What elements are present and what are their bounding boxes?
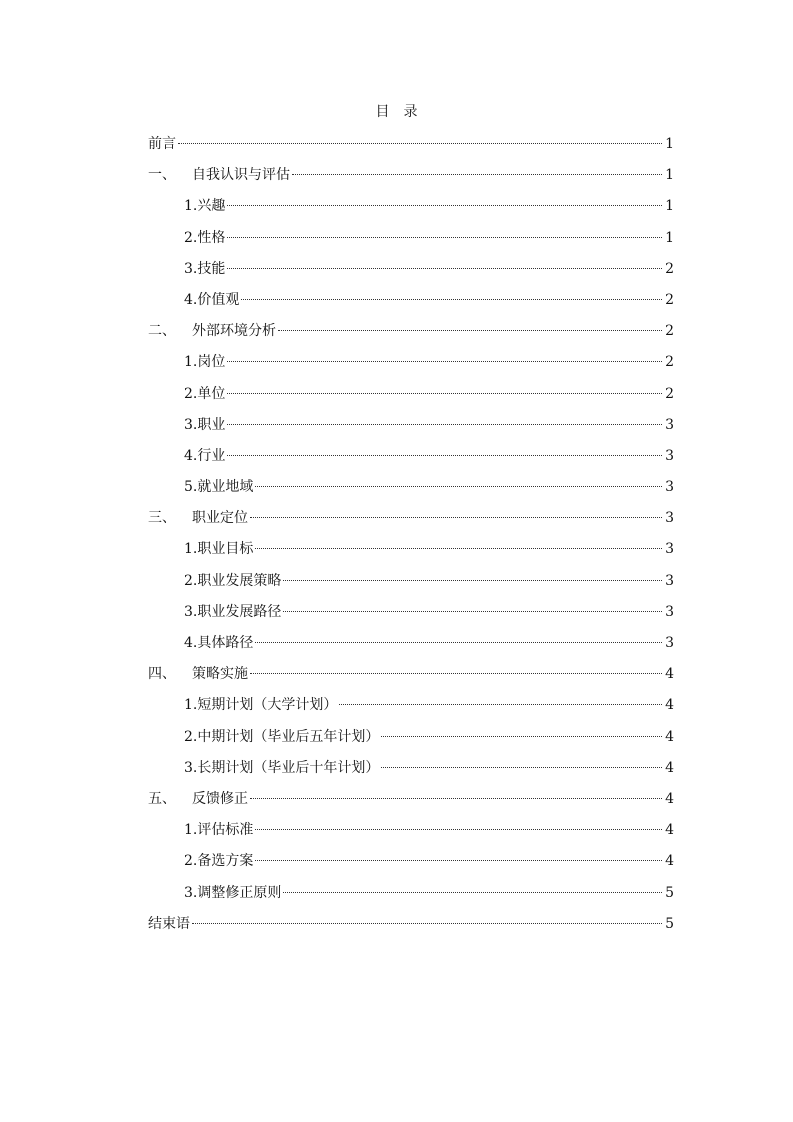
toc-entry[interactable] (148, 724, 674, 755)
toc-entry-label (184, 287, 239, 313)
toc-entry-label (148, 162, 290, 188)
toc-entry[interactable] (148, 755, 674, 786)
toc-page-number: 3 (665, 510, 674, 527)
dot-leader (227, 424, 662, 425)
toc-page-number: 3 (665, 447, 674, 464)
toc-entry-text: 3.调整修正原则 (184, 884, 282, 901)
toc-entry-number: 三、 (148, 510, 176, 527)
toc-entry-label (184, 225, 225, 251)
toc-page-number: 2 (665, 291, 674, 308)
toc-entry-label (148, 661, 248, 687)
toc-entry-label (184, 474, 253, 500)
toc-entry-label (184, 536, 253, 562)
toc-entry-text: 3.职业 (184, 416, 226, 433)
toc-entry-label (148, 505, 248, 531)
toc-entry-label (184, 755, 379, 781)
toc-entry-text: 1.职业目标 (184, 541, 254, 558)
toc-entry-label (148, 131, 176, 157)
dot-leader (250, 517, 662, 518)
toc-entry-text: 2.备选方案 (184, 853, 254, 870)
dot-leader (283, 580, 662, 581)
toc-page-number: 2 (665, 385, 674, 402)
toc-entry-text: 1.评估标准 (184, 822, 254, 839)
toc-entry-label (148, 911, 190, 937)
dot-leader (241, 299, 662, 300)
toc-page-number: 3 (665, 479, 674, 496)
toc-page-number: 4 (665, 697, 674, 714)
toc-entry[interactable] (148, 443, 674, 474)
toc-page-number: 2 (665, 354, 674, 371)
dot-leader (255, 860, 662, 861)
dot-leader (381, 736, 662, 737)
table-of-contents (148, 131, 674, 942)
toc-page-number: 3 (665, 416, 674, 433)
dot-leader (255, 642, 662, 643)
toc-entry[interactable] (148, 911, 674, 942)
toc-entry-label (148, 786, 248, 812)
toc-entry[interactable] (148, 193, 674, 224)
toc-entry-text: 4.价值观 (184, 291, 240, 308)
toc-entry-label (184, 880, 281, 906)
dot-leader (381, 767, 662, 768)
toc-entry-label (184, 193, 225, 219)
toc-entry-text: 前言 (148, 136, 176, 152)
toc-entry[interactable] (148, 568, 674, 599)
toc-entry-text: 结束语 (148, 915, 190, 932)
toc-entry[interactable] (148, 692, 674, 723)
toc-entry[interactable] (148, 162, 674, 193)
toc-entry-text: 3.技能 (184, 260, 226, 277)
dot-leader (227, 361, 662, 362)
toc-entry-text: 4.具体路径 (184, 635, 254, 651)
toc-entry-label (184, 412, 225, 438)
toc-entry[interactable] (148, 630, 674, 661)
toc-entry-text: 2.职业发展策略 (184, 572, 282, 589)
toc-entry-number: 五、 (148, 790, 176, 807)
toc-entry-text: 外部环境分析 (192, 323, 276, 340)
toc-entry-text: 1.岗位 (184, 354, 226, 371)
dot-leader (227, 205, 662, 206)
dot-leader (250, 798, 662, 799)
toc-entry[interactable] (148, 817, 674, 848)
toc-entry-label (184, 724, 379, 750)
toc-entry-label (184, 349, 225, 375)
toc-page-number: 1 (665, 167, 674, 184)
toc-page-number: 5 (665, 915, 674, 932)
toc-entry[interactable] (148, 412, 674, 443)
toc-entry[interactable] (148, 256, 674, 287)
toc-entry[interactable] (148, 880, 674, 911)
toc-entry-number: 四、 (148, 666, 176, 683)
toc-entry[interactable] (148, 599, 674, 630)
toc-entry[interactable] (148, 287, 674, 318)
toc-entry[interactable] (148, 318, 674, 349)
toc-page-number: 4 (665, 728, 674, 745)
toc-entry-text: 5.就业地域 (184, 479, 254, 496)
dot-leader (250, 673, 662, 674)
toc-entry-text: 职业定位 (192, 510, 248, 527)
toc-entry[interactable] (148, 381, 674, 412)
toc-entry-text: 3.职业发展路径 (184, 603, 282, 620)
toc-entry[interactable] (148, 661, 674, 692)
toc-page-number: 4 (665, 759, 674, 776)
dot-leader (283, 611, 662, 612)
toc-entry[interactable] (148, 536, 674, 567)
toc-entry[interactable] (148, 225, 674, 256)
dot-leader (278, 330, 662, 331)
toc-entry-text: 反馈修正 (192, 790, 248, 807)
toc-page-number: 2 (665, 323, 674, 340)
dot-leader (255, 486, 662, 487)
toc-page-number: 1 (665, 198, 674, 215)
toc-entry-label (184, 381, 225, 407)
toc-page-number: 5 (665, 884, 674, 901)
dot-leader (292, 174, 662, 175)
toc-entry-label (184, 692, 337, 718)
toc-page-number: 4 (665, 790, 674, 807)
toc-entry[interactable] (148, 349, 674, 380)
toc-entry-label (184, 817, 253, 843)
toc-entry-label (148, 318, 276, 344)
toc-entry-text: 2.中期计划（毕业后五年计划） (184, 728, 380, 745)
toc-entry[interactable] (148, 505, 674, 536)
toc-entry-label (184, 848, 253, 874)
dot-leader (339, 704, 662, 705)
toc-entry-label (184, 568, 281, 594)
toc-entry-label (184, 630, 253, 656)
toc-entry-number: 一、 (148, 167, 176, 184)
dot-leader (255, 829, 662, 830)
toc-page-number: 3 (665, 541, 674, 558)
toc-entry-text: 策略实施 (192, 666, 248, 683)
toc-page-number: 3 (665, 635, 674, 651)
dot-leader (227, 393, 662, 394)
toc-page-number: 2 (665, 260, 674, 277)
toc-page-number: 4 (665, 666, 674, 683)
toc-entry[interactable] (148, 786, 674, 817)
toc-page-number: 3 (665, 572, 674, 589)
dot-leader (192, 923, 662, 924)
toc-entry-text: 自我认识与评估 (192, 167, 290, 184)
toc-title: 目 录 (375, 104, 418, 120)
toc-entry[interactable] (148, 131, 674, 162)
toc-page-number: 3 (665, 603, 674, 620)
toc-entry-label (184, 256, 225, 282)
toc-entry-text: 1.兴趣 (184, 198, 226, 215)
toc-page-number: 1 (665, 136, 674, 152)
toc-entry-text: 1.短期计划（大学计划） (184, 697, 338, 714)
toc-entry-number: 二、 (148, 323, 176, 340)
toc-entry-label (184, 599, 281, 625)
toc-page-number: 4 (665, 853, 674, 870)
toc-entry-text: 3.长期计划（毕业后十年计划） (184, 759, 380, 776)
dot-leader (283, 892, 662, 893)
toc-entry-text: 2.单位 (184, 385, 226, 402)
dot-leader (227, 268, 662, 269)
dot-leader (178, 143, 662, 144)
toc-entry[interactable] (148, 474, 674, 505)
dot-leader (227, 455, 662, 456)
toc-page-number: 4 (665, 822, 674, 839)
toc-entry[interactable] (148, 848, 674, 879)
toc-entry-label (184, 443, 225, 469)
toc-entry-text: 4.行业 (184, 447, 226, 464)
toc-entry-text: 2.性格 (184, 229, 226, 246)
dot-leader (255, 548, 662, 549)
dot-leader (227, 237, 662, 238)
toc-page-number: 1 (665, 229, 674, 246)
